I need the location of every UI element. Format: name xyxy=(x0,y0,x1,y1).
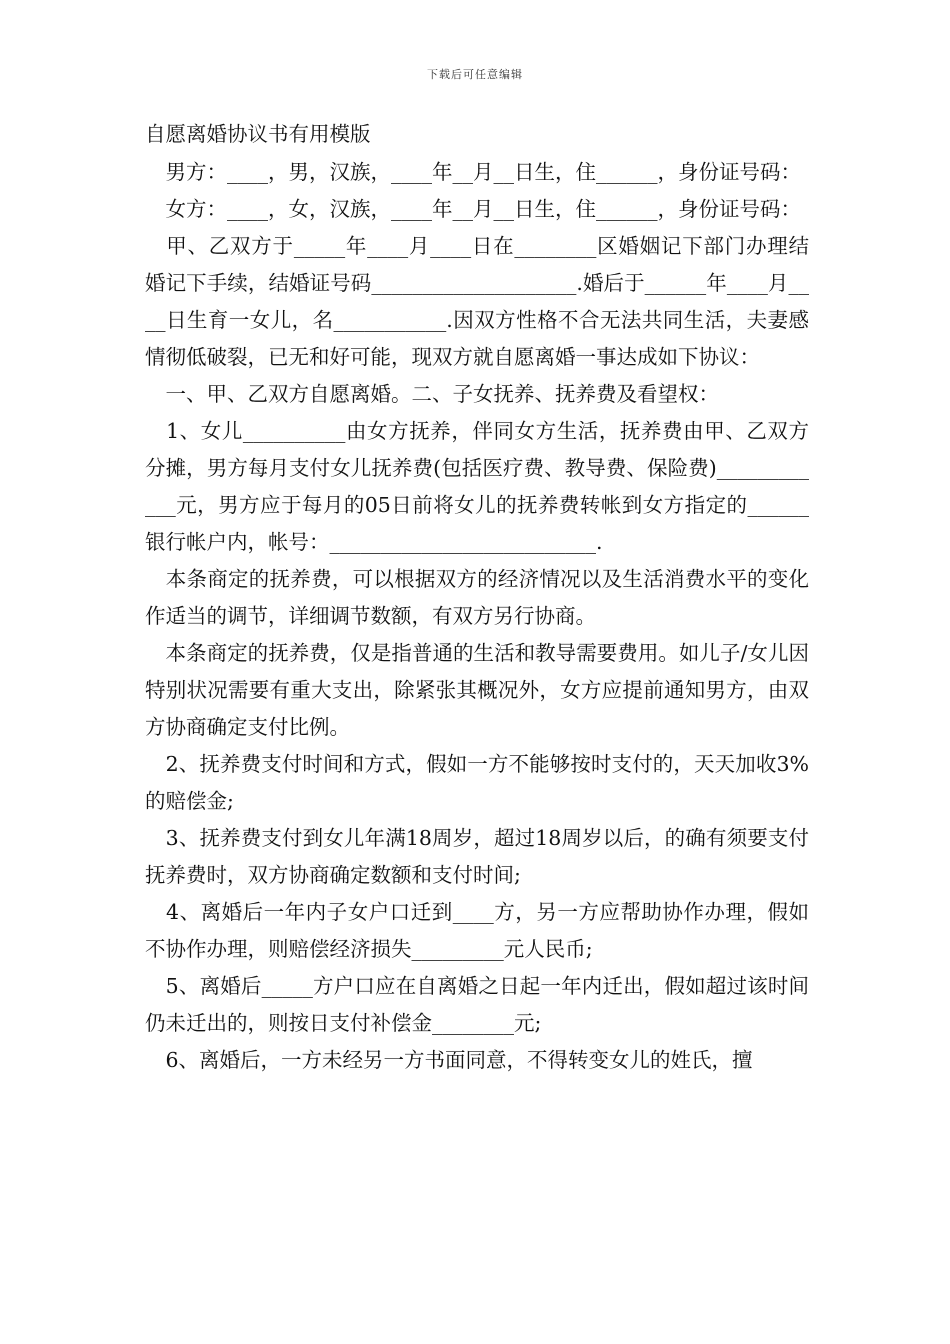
paragraph-clause-1: 1、女儿__________由女方抚养，伴同女方生活，抚养费由甲、乙双方分摊，男方每月支付女儿抚养费(包括医疗费、教导费、保险费)____________元，男方应于每月的05日前将女儿的抚养费转帐到女方指定的______银行帐户内，帐号：__________________________. xyxy=(145,419,809,554)
paragraph-support-adjustment: 本条商定的抚养费，可以根据双方的经济情况以及生活消费水平的变化作适当的调节，详细调节数额，有双方另行协商。 xyxy=(145,567,809,628)
paragraph-clause-5: 5、离婚后_____方户口应在自离婚之日起一年内迁出，假如超过该时间仍未迁出的，则按日支付补偿金________元; xyxy=(145,974,809,1035)
paragraph-clause-2: 2、抚养费支付时间和方式，假如一方不能够按时支付的，天天加收3%的赔偿金; xyxy=(145,752,809,813)
paragraph-wife-info: 女方：____，女，汉族，____年__月__日生，住______，身份证号码： xyxy=(145,197,801,221)
paragraph-clause-3: 3、抚养费支付到女儿年满18周岁，超过18周岁以后，的确有须要支付抚养费时，双方协商确定数额和支付时间; xyxy=(145,826,809,887)
paragraph-marriage-background: 甲、乙双方于_____年____月____日在________区婚姻记下部门办理结婚记下手续，结婚证号码____________________.婚后于______年____月____日生育一女儿，名___________.因双方性格不合无法共同生活，夫妻感情彻低破裂，已无和好可能，现双方就自愿离婚一事达成如下协议： xyxy=(145,234,809,369)
header-note: 下载后可任意编辑 xyxy=(427,68,523,81)
paragraph-clause-4: 4、离婚后一年内子女户口迁到____方，另一方应帮助协作办理，假如不协作办理，则赔偿经济损失_________元人民币; xyxy=(145,900,809,961)
paragraph-clause-6: 6、离婚后，一方未经另一方书面同意，不得转变女儿的姓氏，擅 xyxy=(145,1048,753,1072)
paragraph-clause-divorce-and-custody: 一、甲、乙双方自愿离婚。二、子女抚养、抚养费及看望权： xyxy=(145,382,719,406)
document-title: 自愿离婚协议书有用模版 xyxy=(145,122,371,146)
paragraph-husband-info: 男方：____，男，汉族，____年__月__日生，住______，身份证号码： xyxy=(145,160,801,184)
paragraph-support-scope: 本条商定的抚养费，仅是指普通的生活和教导需要费用。如儿子/女儿因特别状况需要有重大支出，除紧张其概况外，女方应提前通知男方，由双方协商确定支付比例。 xyxy=(145,641,809,739)
document-body xyxy=(145,116,809,1079)
